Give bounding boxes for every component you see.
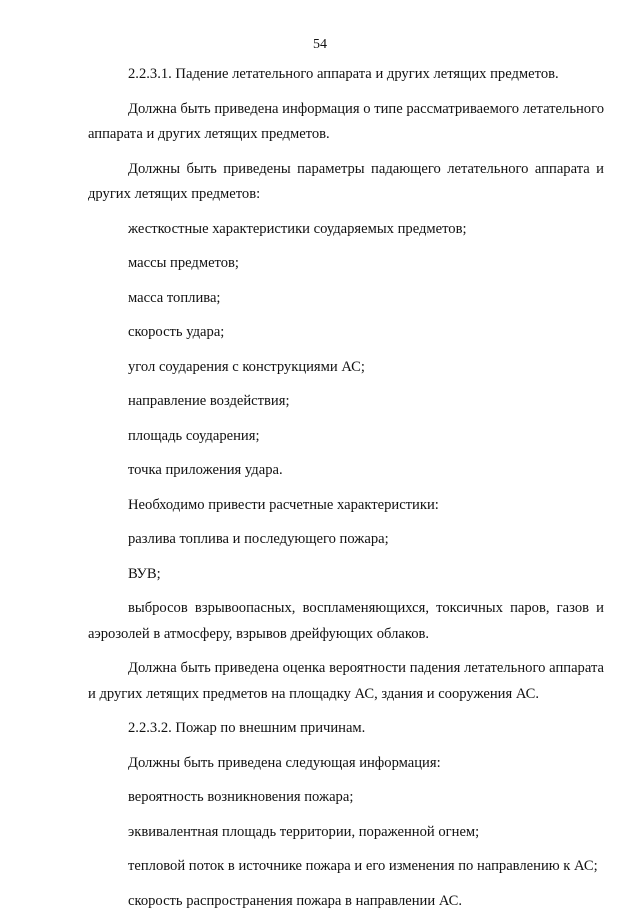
- list-item: точка приложения удара.: [128, 462, 283, 478]
- list-item: скорость удара;: [128, 324, 225, 340]
- list-item: масса топлива;: [128, 289, 221, 306]
- list-item: вероятность возникновения пожара;: [128, 789, 354, 805]
- list-item: площадь соударения;: [128, 427, 260, 444]
- paragraph: 2.2.3.2. Пожар по внешним причинам.: [128, 720, 366, 736]
- paragraph: Необходимо привести расчетные характеристики:: [128, 496, 439, 513]
- paragraph: тепловой поток в источнике пожара и его изменения по направлению к АС;: [128, 858, 598, 874]
- paragraph: 2.2.3.1. Падение летательного аппарата и других летящих предметов.: [128, 66, 559, 82]
- document-body: [88, 62, 604, 923]
- list-item: угол соударения с конструкциями АС;: [128, 358, 365, 375]
- list-item: массы предметов;: [128, 255, 239, 271]
- paragraph: выбросов взрывоопасных, воспламеняющихся, токсичных паров, газов и аэрозолей в атмосферу, взрывов дрейфующих облаков.: [88, 600, 604, 642]
- list-item: эквивалентная площадь территории, пораженной огнем;: [128, 823, 480, 840]
- list-item: скорость распространения пожара в направлении АС.: [128, 892, 463, 909]
- list-item: ВУВ;: [128, 565, 161, 582]
- list-item: направление воздействия;: [128, 393, 290, 409]
- paragraph: Должны быть приведена следующая информация:: [128, 754, 441, 771]
- page-number: 54: [313, 37, 327, 52]
- paragraph: Должна быть приведена информация о типе рассматриваемого летательного аппарата и других летящих предметов.: [88, 100, 604, 142]
- list-item: жесткостные характеристики соударяемых предметов;: [128, 220, 467, 237]
- paragraph: Должны быть приведены параметры падающего летательного аппарата и других летящих предметов:: [88, 160, 604, 202]
- list-item: разлива топлива и последующего пожара;: [128, 531, 389, 547]
- paragraph: Должна быть приведена оценка вероятности падения летательного аппарата и других летящих предметов на площадку АС, здания и сооружения АС.: [88, 660, 604, 702]
